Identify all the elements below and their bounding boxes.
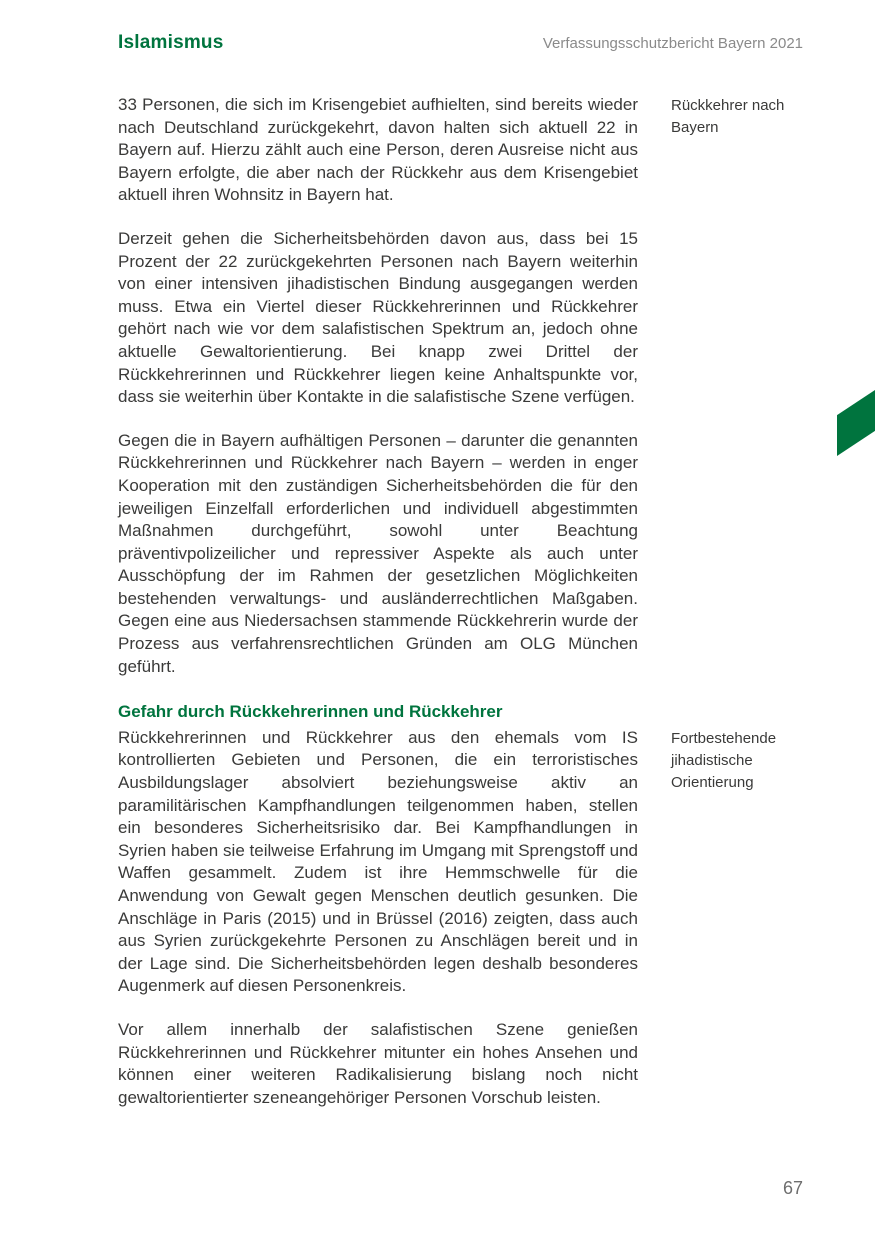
margin-note-empty-1 [671,228,808,229]
margin-note-rueckkehrer-nach-bayern: Rückkehrer nach Bayern [671,97,785,136]
paragraph-security-assessment: Derzeit gehen die Sicherheitsbehörden davon aus, dass bei 15 Prozent der 22 zurückgekehrten Personen nach Bayern weiterhin von einer intensiven jihadistischen Bindung ausgegangen werden muss. Etwa ein Viertel dieser Rückkehrerinnen und Rückkehrer gehört nach wie vor dem salafistischen Spektrum an, jedoch ohne aktuelle Gewaltorientierung. Bei knapp zwei Drittel der Rückkehrerinnen und Rückkehrer liegen keine Anhaltspunkte vor, dass sie weiterhin über Kontakte in die salafistische Szene verfügen. [118,228,638,407]
content-block-heading [118,699,808,727]
margin-note-empty-3 [671,699,808,700]
paragraph-salafist-scene: Vor allem innerhalb der salafistischen Szene genießen Rückkehrerinnen und Rückkehrer mitunter ein hohes Ansehen und können einer weiteren Radikalisierung bislang noch nicht gewaltorientierter szeneangehöriger Personen Vorschub leisten. [118,1019,638,1107]
subsection-heading: Gefahr durch Rückkehrerinnen und Rückkehrer [118,702,503,722]
paragraph-returnees-count: 33 Personen, die sich im Krisengebiet aufhielten, sind bereits wieder nach Deutschland zurückgekehrt, davon halten sich aktuell 22 in Bayern auf. Hierzu zählt auch eine Person, deren Ausreise nicht aus Bayern erfolgte, die aber nach der Rückkehr aus dem Krisengebiet aktuell ihren Wohnsitz in Bayern hat. [118,95,638,205]
content-block-4 [118,727,808,1019]
report-title: Verfassungsschutzbericht Bayern 2021 [542,35,803,52]
main-content [118,94,808,1109]
content-block-3 [118,430,808,700]
margin-note-empty-4 [671,1019,808,1020]
margin-note-fortbestehende-orientierung: Fortbestehende jihadistische Orientierung [671,729,777,791]
paragraph-risk-description: Rückkehrerinnen und Rückkehrer aus den ehemals vom IS kontrollierten Gebieten und Personen, die ein terroristisches Ausbildungslager absolviert beziehungsweise aktiv an paramilitärischen Kampfhandlungen teilgenommen haben, stellen ein besonderes Sicherheitsrisiko dar. Bei Kampfhandlungen in Syrien haben sie teilweise Erfahrung im Umgang mit Sprengstoff und Waffen gesammelt. Zudem ist ihre Hemmschwelle für die Anwendung von Gewalt gegen Menschen deutlich gesunken. Die Anschläge in Paris (2015) und in Brüssel (2016) zeigten, dass auch aus Syrien zurückgekehrte Personen zu Anschlägen bereit und in der Lage sind. Die Sicherheitsbehörden legen deshalb besonderes Augenmerk auf diesen Personenkreis. [118,727,638,996]
page-number: 67 [782,1178,803,1198]
content-block-1 [118,94,808,228]
margin-note-empty-2 [671,430,808,431]
content-block-5 [118,1019,808,1109]
paragraph-measures: Gegen die in Bayern aufhältigen Personen – darunter die genannten Rückkehrerinnen und Rückkehrer nach Bayern – werden in enger Kooperation mit den zuständigen Sicherheitsbehörden die für den jeweiligen Einzelfall erforderlichen und individuell abgestimmten Maßnahmen durchgeführt, sowohl unter Beachtung präventivpolizeilicher und repressiver Aspekte als auch unter Ausschöpfung der im Rahmen der gesetzlichen Möglichkeiten bestehenden verwaltungs- und ausländerrechtlichen Maßgaben. Gegen eine aus Niedersachsen stammende Rückkehrerin wurde der Prozess aus verfahrensrechtlichen Gründen am OLG München geführt. [118,430,638,676]
content-block-2 [118,228,808,430]
green-ribbon-icon [837,390,875,456]
page-header [118,32,803,54]
section-title: Islamismus [118,32,224,53]
